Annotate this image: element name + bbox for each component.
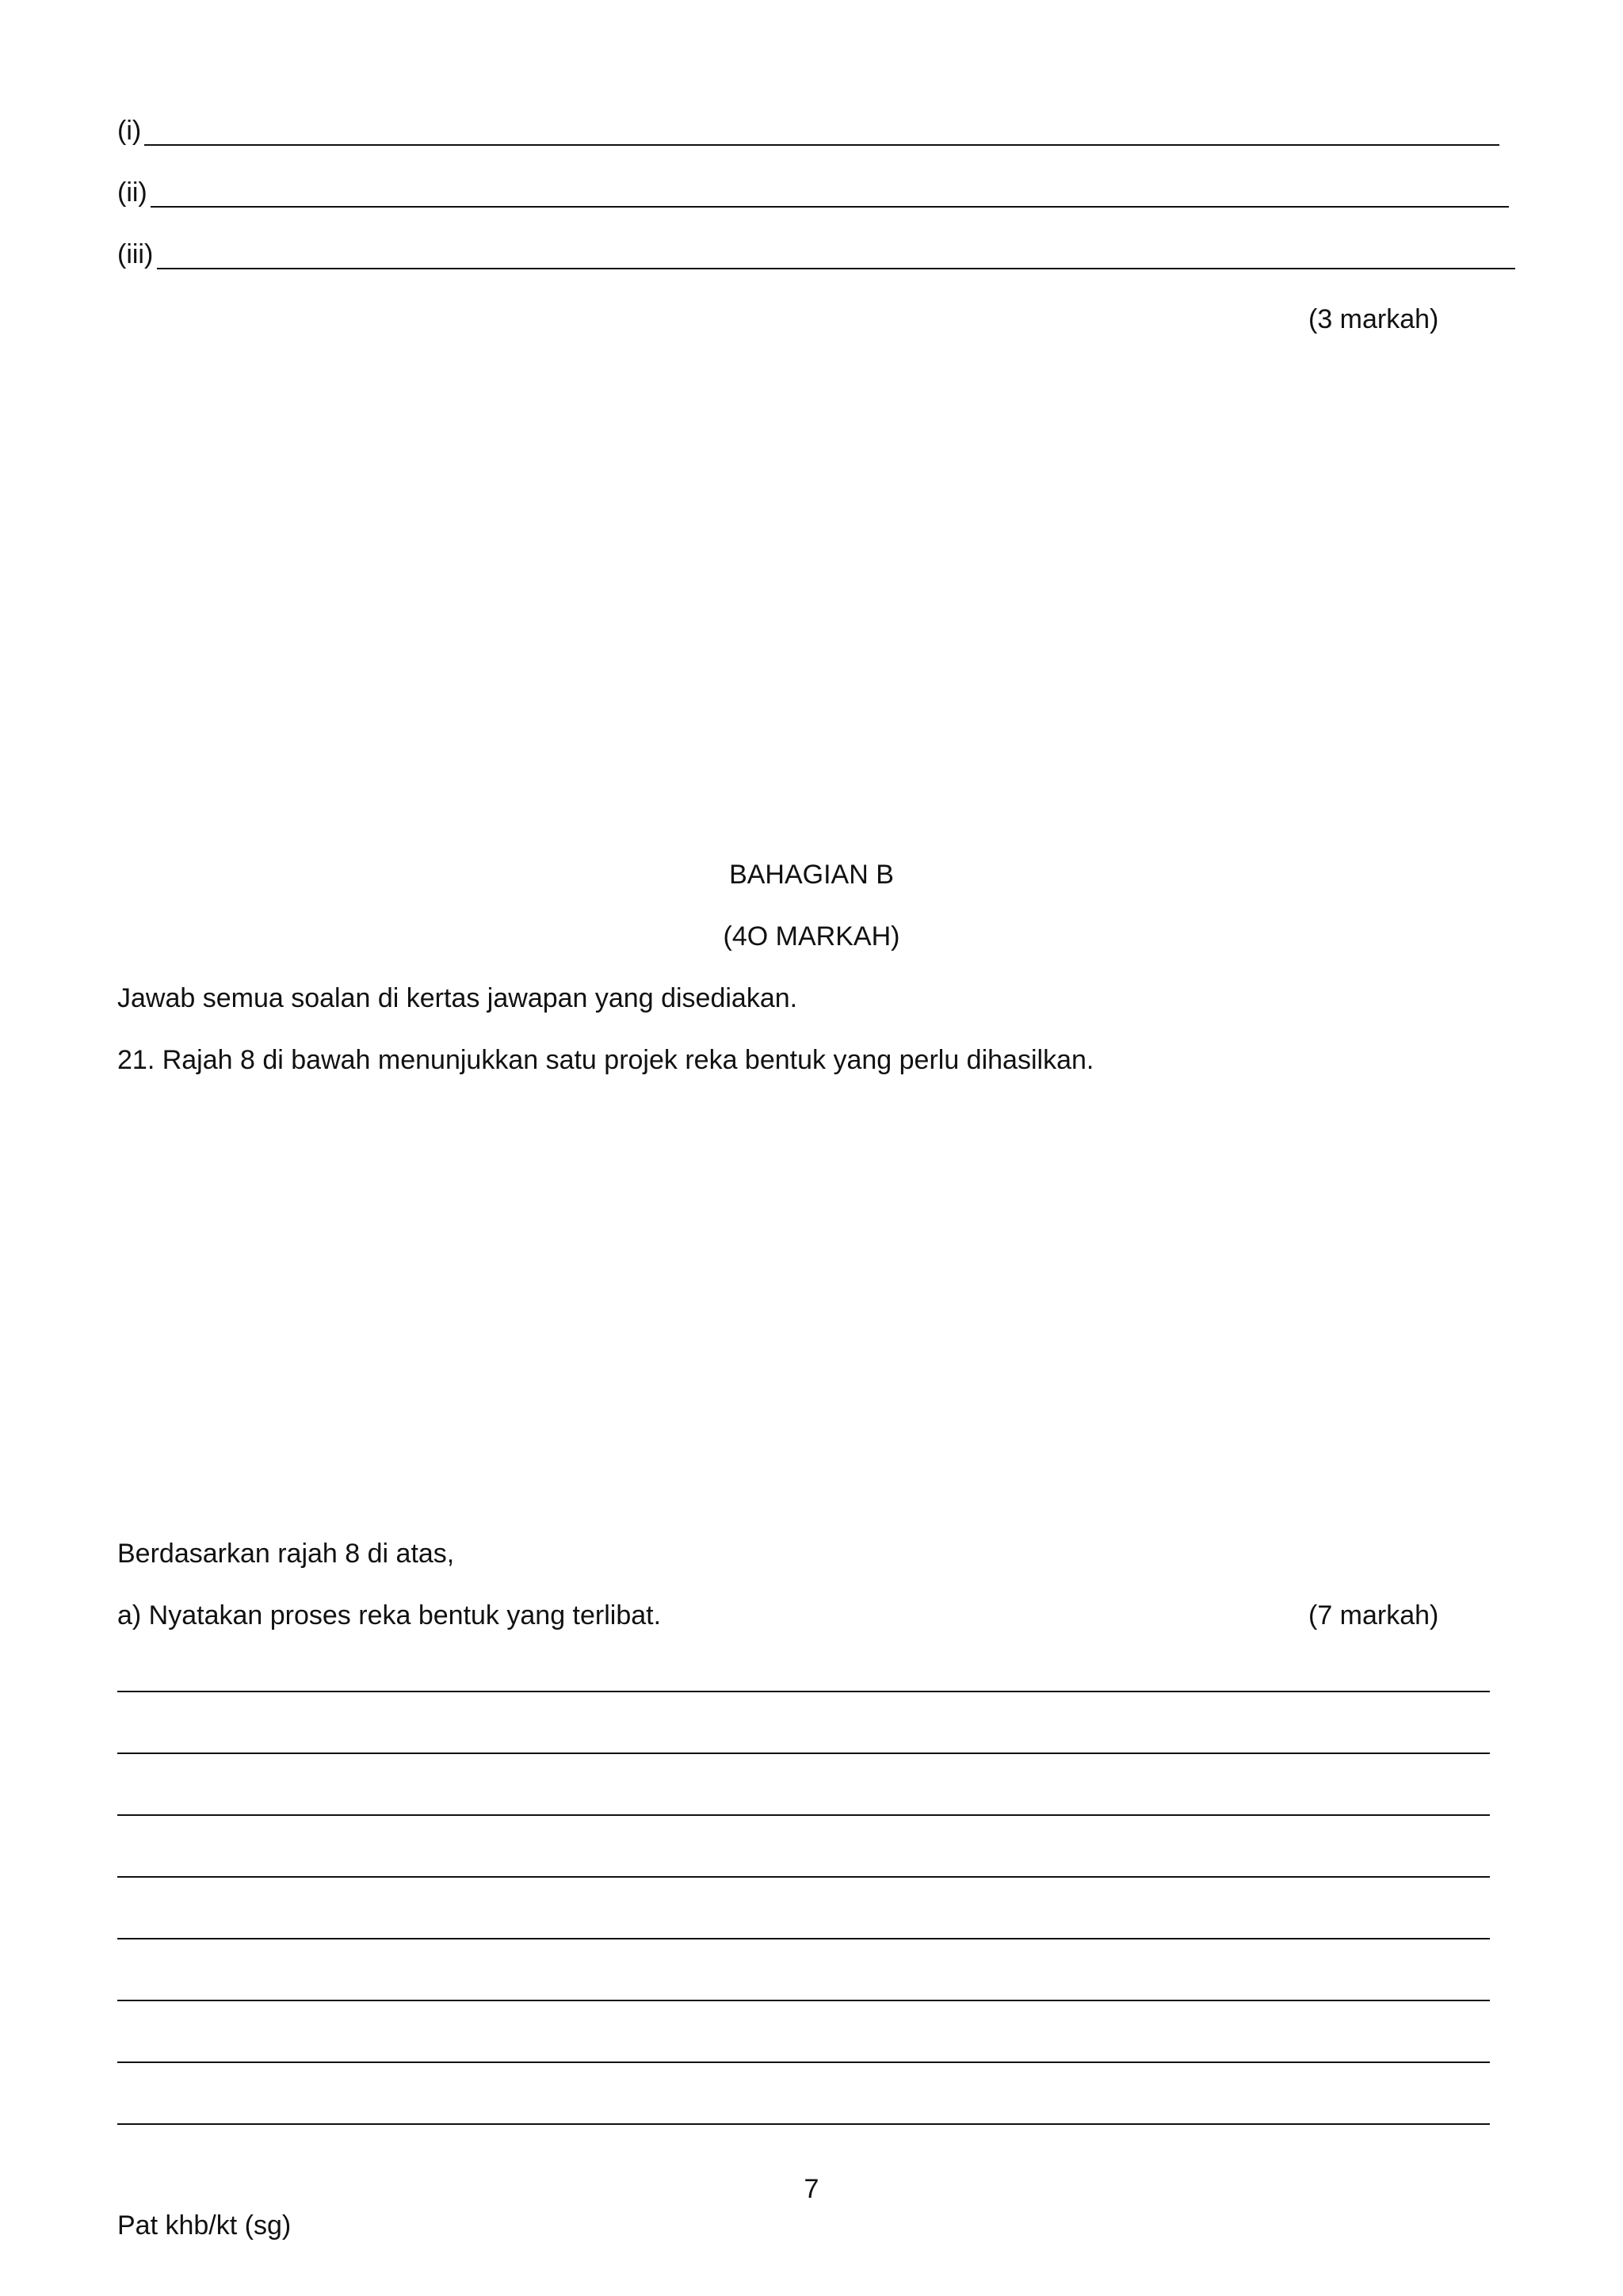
sub-question-a-marks: (7 markah) bbox=[1308, 1600, 1439, 1630]
footer-code: Pat khb/kt (sg) bbox=[117, 2210, 292, 2241]
blank-row-ii bbox=[117, 176, 1509, 211]
blank-row-i bbox=[117, 114, 1499, 149]
section-b-total-marks: (4O MARKAH) bbox=[723, 921, 900, 952]
answer-line-6[interactable] bbox=[117, 2000, 1490, 2001]
section-b-instruction: Jawab semua soalan di kertas jawapan yang disediakan. bbox=[117, 983, 798, 1013]
page-number: 7 bbox=[804, 2174, 819, 2204]
answer-line-1[interactable] bbox=[117, 1691, 1490, 1692]
marks-part-a: (3 markah) bbox=[1308, 304, 1439, 334]
answer-line-5[interactable] bbox=[117, 1938, 1490, 1939]
blank-row-iii bbox=[117, 238, 1515, 273]
diagram-area bbox=[117, 1093, 1490, 1521]
answer-line-4[interactable] bbox=[117, 1876, 1490, 1878]
blank-label-i: (i) bbox=[117, 116, 142, 146]
sub-question-a-text: a) Nyatakan proses reka bentuk yang terlibat. bbox=[117, 1600, 662, 1630]
blank-line-iii[interactable] bbox=[157, 268, 1515, 269]
question-21-text: 21. Rajah 8 di bawah menunjukkan satu projek reka bentuk yang perlu dihasilkan. bbox=[117, 1045, 1094, 1075]
answer-line-2[interactable] bbox=[117, 1753, 1490, 1754]
answer-line-8[interactable] bbox=[117, 2123, 1490, 2125]
based-on-text: Berdasarkan rajah 8 di atas, bbox=[117, 1539, 455, 1569]
answer-line-3[interactable] bbox=[117, 1814, 1490, 1816]
blank-label-ii: (ii) bbox=[117, 177, 147, 208]
answer-line-7[interactable] bbox=[117, 2061, 1490, 2063]
section-b-title: BAHAGIAN B bbox=[729, 860, 894, 890]
blank-line-i[interactable] bbox=[144, 144, 1499, 146]
blank-line-ii[interactable] bbox=[151, 206, 1509, 208]
blank-label-iii: (iii) bbox=[117, 239, 154, 269]
